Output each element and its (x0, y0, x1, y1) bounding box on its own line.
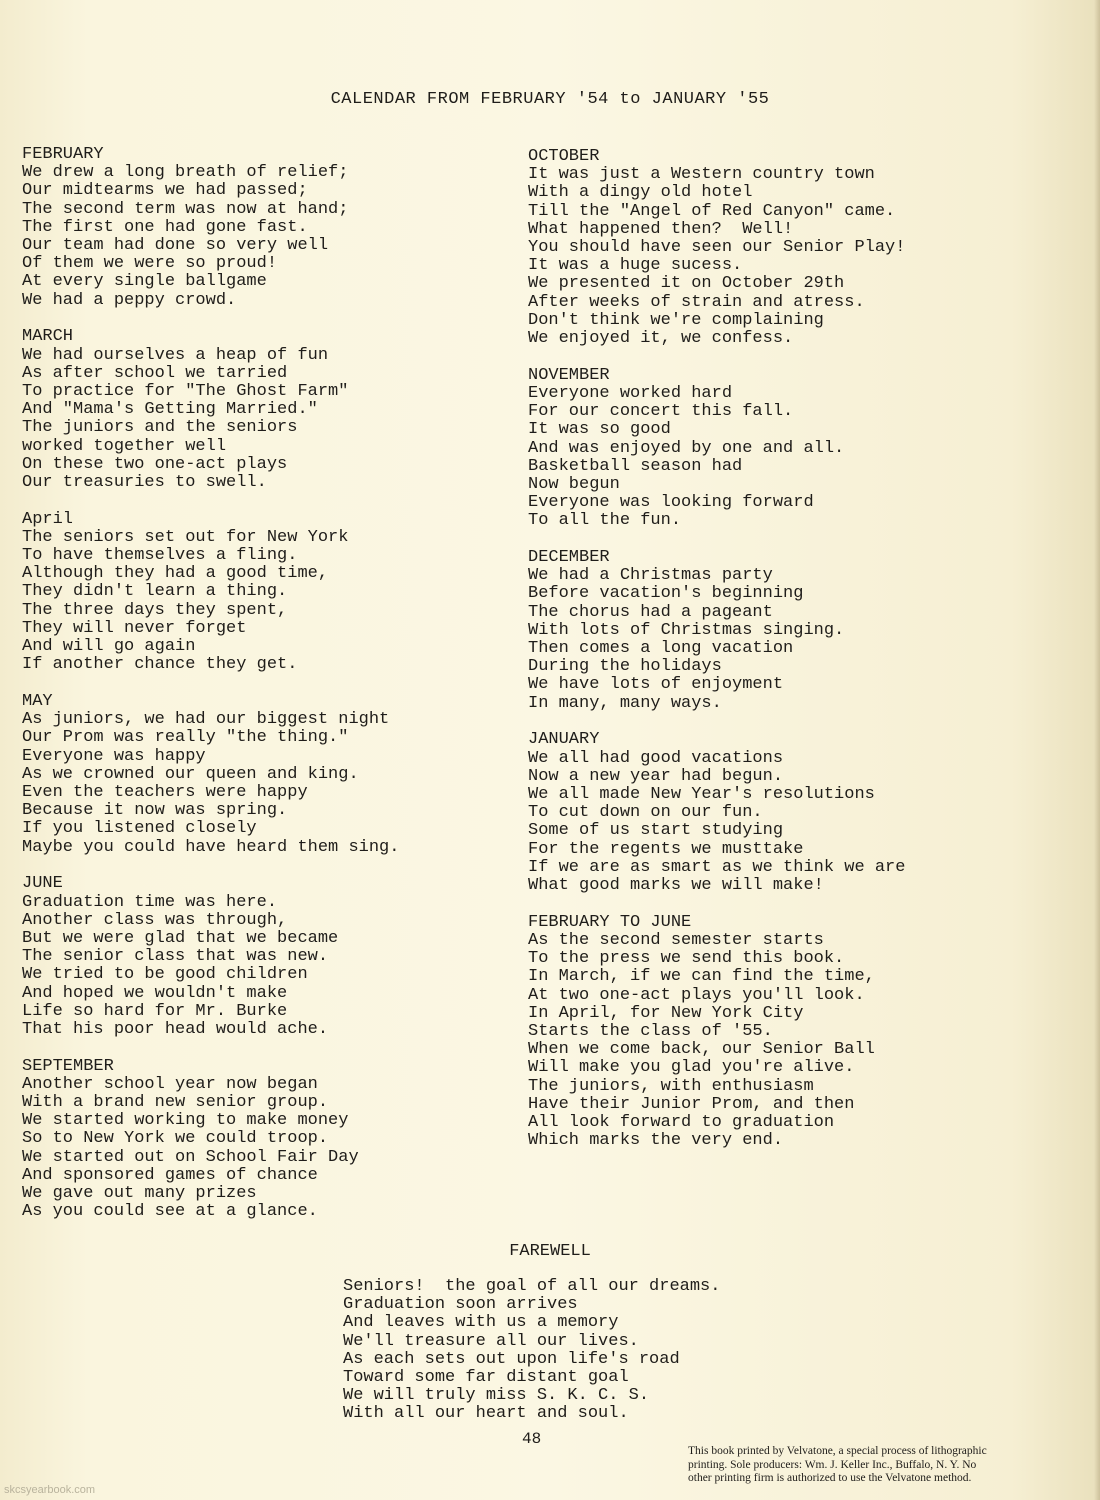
poem-line: We all had good vacations (528, 748, 784, 768)
poem-line: On these two one-act plays (22, 454, 288, 474)
poem-line: And sponsored games of chance (22, 1165, 318, 1185)
poem-line: Although they had a good time, (22, 564, 329, 584)
poem-line: Don't think we're complaining (528, 310, 824, 330)
page-edge-shadow (1094, 0, 1100, 1500)
poem-line: For the regents we musttake (528, 839, 804, 859)
poem-line: At two one-act plays you'll look. (528, 985, 865, 1005)
poem-line: Everyone worked hard (528, 383, 733, 403)
poem-line: Of them we were so proud! (22, 254, 278, 274)
poem-line: To cut down on our fun. (528, 803, 763, 823)
poem-line: Because it now was spring. (22, 801, 288, 821)
poem-line: We gave out many prizes (22, 1184, 257, 1204)
poem-line: It was just a Western country town (528, 165, 875, 185)
month-heading: OCTOBER (528, 147, 600, 166)
poem-line: So to New York we could troop. (22, 1129, 329, 1149)
poem-line: Everyone was looking forward (528, 493, 814, 513)
poem-line: We will truly miss S. K. C. S. (343, 1386, 650, 1406)
poem-line: The juniors, with enthusiasm (528, 1076, 814, 1096)
poem-line: Starts the class of '55. (528, 1021, 773, 1041)
poem-line: As after school we tarried (22, 363, 288, 383)
poem-line: Our team had done so very well (22, 236, 329, 256)
month-heading: FEBRUARY TO JUNE (528, 912, 692, 932)
poem-line: Our Prom was really "the thing." (22, 728, 349, 748)
poem-line: To the press we send this book. (528, 949, 845, 969)
page-title: CALENDAR FROM FEBRUARY '54 to JANUARY '55 (330, 90, 770, 109)
poem-line: After weeks of strain and atress. (528, 292, 865, 312)
page-number: 48 (522, 1430, 542, 1448)
poem-line: With a brand new senior group. (22, 1093, 329, 1113)
poem-line: Basketball season had (528, 456, 743, 476)
poem-line: What happened then? Well! (528, 219, 794, 239)
poem-line: If another chance they get. (22, 655, 298, 675)
month-heading: MARCH (22, 327, 74, 347)
month-section (22, 693, 492, 857)
poem-line: What good marks we will make! (528, 876, 824, 896)
poem-line: We started out on School Fair Day (22, 1147, 359, 1167)
month-section (528, 148, 998, 348)
month-section (528, 731, 998, 895)
poem-line: Life so hard for Mr. Burke (22, 1001, 288, 1021)
left-column (22, 146, 492, 1240)
poem-line: Our midtearms we had passed; (22, 181, 308, 201)
poem-line: Some of us start studying (528, 821, 784, 841)
poem-line: As the second semester starts (528, 930, 824, 950)
poem-line: Before vacation's beginning (528, 584, 804, 604)
poem-line: Till the "Angel of Red Canyon" came. (528, 201, 896, 221)
farewell-title: FAREWELL (509, 1242, 591, 1261)
month-heading: MAY (22, 691, 53, 711)
poem-line: Seniors! the goal of all our dreams. (343, 1277, 721, 1296)
poem-line: To practice for "The Ghost Farm" (22, 381, 349, 401)
poem-line: The juniors and the seniors (22, 418, 298, 438)
poem-line: All look forward to graduation (528, 1112, 835, 1132)
poem-line: We started working to make money (22, 1111, 349, 1131)
poem-line: But we were glad that we became (22, 928, 339, 948)
poem-line: In March, if we can find the time, (528, 967, 875, 987)
poem-line: They will never forget (22, 618, 247, 638)
poem-line: You should have seen our Senior Play! (528, 238, 906, 258)
poem-line: And leaves with us a memory (343, 1313, 619, 1333)
poem-line: As we crowned our queen and king. (22, 764, 359, 784)
poem-line: Another class was through, (22, 910, 288, 930)
month-heading: JUNE (22, 874, 63, 894)
poem-line: We enjoyed it, we confess. (528, 329, 794, 349)
printer-note-line: This book printed by Velvatone, a special process of lithographic (688, 1445, 987, 1457)
poem-line: Now begun (528, 474, 620, 494)
watermark: skcsyearbook.com (4, 1484, 96, 1496)
poem-line: As you could see at a glance. (22, 1202, 318, 1222)
poem-line: The senior class that was new. (22, 947, 329, 967)
month-section (22, 1058, 492, 1222)
poem-line: To all the fun. (528, 511, 682, 531)
poem-line: Which marks the very end. (528, 1131, 784, 1151)
poem-line: The seniors set out for New York (22, 527, 349, 547)
poem-line: And will go again (22, 637, 196, 657)
poem-line: If we are as smart as we think we are (528, 857, 906, 877)
farewell-poem (343, 1278, 720, 1424)
poem-line: The three days they spent, (22, 600, 288, 620)
poem-line: As each sets out upon life's road (343, 1349, 680, 1369)
poem-line: Graduation soon arrives (343, 1295, 578, 1315)
month-heading: April (22, 509, 74, 529)
month-heading: SEPTEMBER (22, 1056, 114, 1076)
month-section (528, 914, 998, 1151)
right-column (528, 148, 998, 1169)
poem-line: When we come back, our Senior Ball (528, 1040, 875, 1060)
poem-line: That his poor head would ache. (22, 1019, 329, 1039)
poem-line: The first one had gone fast. (22, 217, 308, 237)
month-section (22, 146, 492, 310)
month-section (22, 328, 492, 492)
printer-note-line: printing. Sole producers: Wm. J. Keller Inc., Buffalo, N. Y. No (688, 1458, 977, 1471)
poem-line: Our treasuries to swell. (22, 472, 267, 492)
month-section (528, 367, 998, 531)
printer-note-line: other printing firm is authorized to use the Velvatone method. (688, 1472, 972, 1484)
poem-line: We had a Christmas party (528, 566, 773, 586)
poem-line: We all made New Year's resolutions (528, 785, 875, 804)
poem-line: With all our heart and soul. (343, 1404, 629, 1424)
poem-line: We presented it on October 29th (528, 274, 845, 294)
poem-line: We have lots of enjoyment (528, 675, 784, 695)
poem-line: worked together well (22, 436, 227, 456)
poem-line: At every single ballgame (22, 272, 267, 292)
poem-line: We'll treasure all our lives. (343, 1331, 639, 1351)
poem-line: Graduation time was here. (22, 892, 278, 912)
poem-line: Then comes a long vacation (528, 639, 794, 659)
poem-line: We had ourselves a heap of fun (22, 345, 329, 365)
poem-line: And "Mama's Getting Married." (22, 400, 318, 420)
poem-line: The second term was now at hand; (22, 199, 349, 219)
poem-line: In many, many ways. (528, 693, 722, 713)
poem-line: We drew a long breath of relief; (22, 163, 349, 183)
poem-line: They didn't learn a thing. (22, 582, 288, 602)
month-section (22, 511, 492, 675)
poem-line: Toward some far distant goal (343, 1368, 629, 1388)
poem-line: And hoped we wouldn't make (22, 983, 288, 1003)
poem-line: To have themselves a fling. (22, 546, 298, 566)
poem-line: And was enjoyed by one and all. (528, 438, 845, 458)
poem-line: The chorus had a pageant (528, 602, 773, 622)
month-section (528, 549, 998, 713)
month-section (22, 875, 492, 1039)
month-heading: DECEMBER (528, 548, 610, 568)
month-heading: NOVEMBER (528, 365, 610, 385)
poem-line: With a dingy old hotel (528, 183, 753, 203)
poem-line: Everyone was happy (22, 746, 206, 766)
month-heading: FEBRUARY (22, 145, 104, 164)
poem-line: We tried to be good children (22, 965, 308, 985)
poem-line: For our concert this fall. (528, 402, 794, 422)
poem-line: Another school year now began (22, 1074, 318, 1094)
poem-line: Even the teachers were happy (22, 783, 308, 802)
poem-line: Maybe you could have heard them sing. (22, 837, 400, 857)
poem-line: We had a peppy crowd. (22, 290, 237, 310)
poem-line: With lots of Christmas singing. (528, 620, 845, 640)
poem-line: In April, for New York City (528, 1003, 804, 1023)
poem-line: Now a new year had begun. (528, 766, 784, 786)
poem-line: It was a huge sucess. (528, 256, 743, 276)
poem-line: It was so good (528, 420, 671, 440)
poem-line: If you listened closely (22, 819, 257, 839)
poem-line: Have their Junior Prom, and then (528, 1094, 855, 1114)
printer-note (688, 1445, 1096, 1486)
month-heading: JANUARY (528, 730, 600, 750)
poem-line: During the holidays (528, 657, 722, 677)
poem-line: As juniors, we had our biggest night (22, 710, 390, 730)
poem-line: Will make you glad you're alive. (528, 1058, 855, 1078)
